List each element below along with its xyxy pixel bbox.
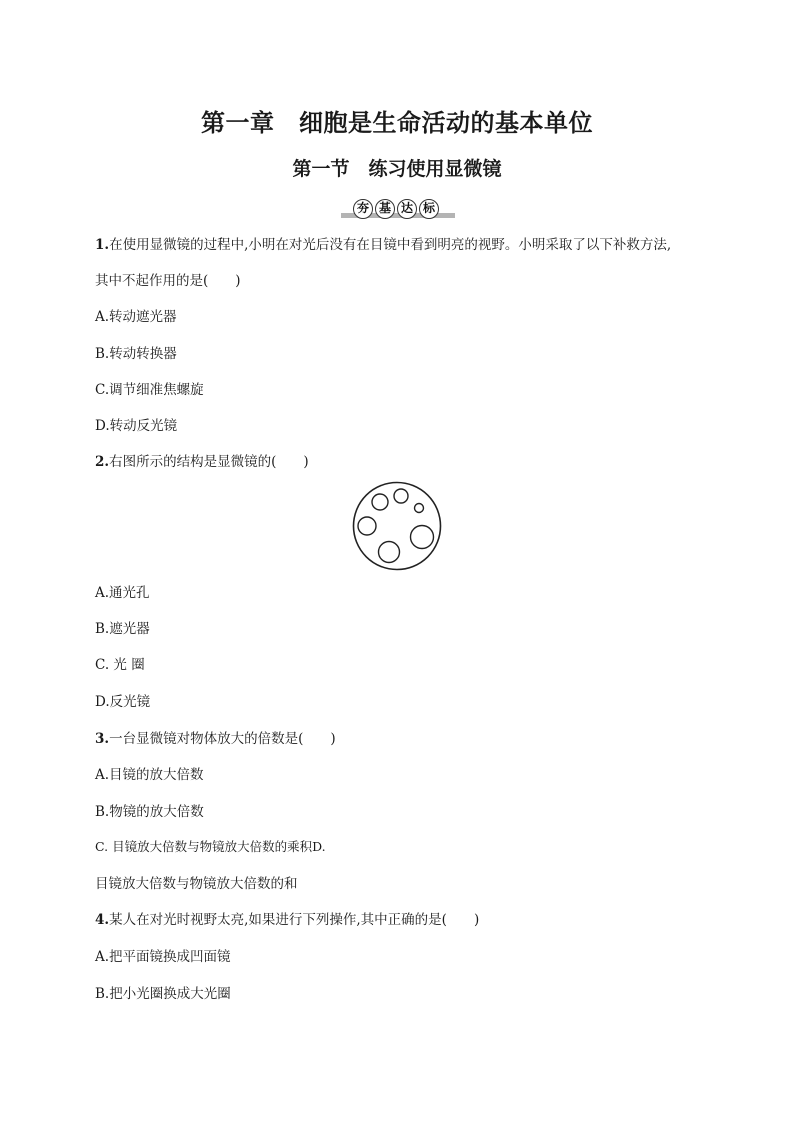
question-2-option-a: A.通光孔 (95, 585, 150, 601)
badge-char: 基 (375, 199, 395, 219)
question-1-option-b: B.转动转换器 (95, 346, 177, 362)
question-text: 一台显微镜对物体放大的倍数是( ) (109, 731, 336, 747)
aperture-hole (358, 517, 376, 535)
question-2-option-c: C. 光 圈 (95, 657, 145, 673)
question-1-stem-cont: 其中不起作用的是( ) (95, 273, 241, 289)
question-number: 1. (95, 237, 110, 253)
question-3-option-d: 目镜放大倍数与物镜放大倍数的和 (95, 876, 298, 892)
question-2-stem (95, 453, 309, 471)
question-number: 4. (95, 912, 110, 928)
question-1-option-c: C.调节细准焦螺旋 (95, 382, 204, 398)
badge-char: 标 (419, 199, 439, 219)
question-number: 2. (95, 454, 110, 470)
question-2-option-d: D.反光镜 (95, 694, 151, 710)
question-1-option-a: A.转动遮光器 (95, 309, 177, 325)
aperture-hole (415, 504, 424, 513)
question-text: 右图所示的结构是显微镜的( ) (109, 454, 309, 470)
aperture-hole (372, 494, 388, 510)
section-title: 第一节 练习使用显微镜 (292, 158, 502, 180)
section-badge (341, 199, 455, 221)
question-1-option-d: D.转动反光镜 (95, 418, 178, 434)
badge-char: 达 (397, 199, 417, 219)
question-text: 在使用显微镜的过程中,小明在对光后没有在目镜中看到明亮的视野。小明采取了以下补救方法, (109, 237, 672, 253)
aperture-hole (379, 542, 400, 563)
badge-char: 夯 (353, 199, 373, 219)
question-3-option-b: B.物镜的放大倍数 (95, 804, 204, 820)
question-4-stem (95, 911, 479, 929)
question-4-option-a: A.把平面镜换成凹面镜 (95, 949, 231, 965)
aperture-hole (394, 489, 408, 503)
question-1-stem (95, 236, 671, 254)
question-2-option-b: B.遮光器 (95, 621, 150, 637)
aperture-hole (411, 526, 434, 549)
chapter-title: 第一章 细胞是生命活动的基本单位 (201, 108, 593, 137)
question-3-option-c: C. 目镜放大倍数与物镜放大倍数的乘积D. (95, 839, 326, 854)
badge-chars (353, 199, 439, 219)
question-3-option-a: A.目镜的放大倍数 (95, 767, 204, 783)
question-text: 某人在对光时视野太亮,如果进行下列操作,其中正确的是( ) (109, 912, 480, 928)
disc-outline (354, 483, 441, 570)
question-3-stem (95, 730, 336, 748)
question-number: 3. (95, 731, 110, 747)
disc-diagram (352, 481, 442, 571)
question-4-option-b: B.把小光圈换成大光圈 (95, 986, 231, 1002)
